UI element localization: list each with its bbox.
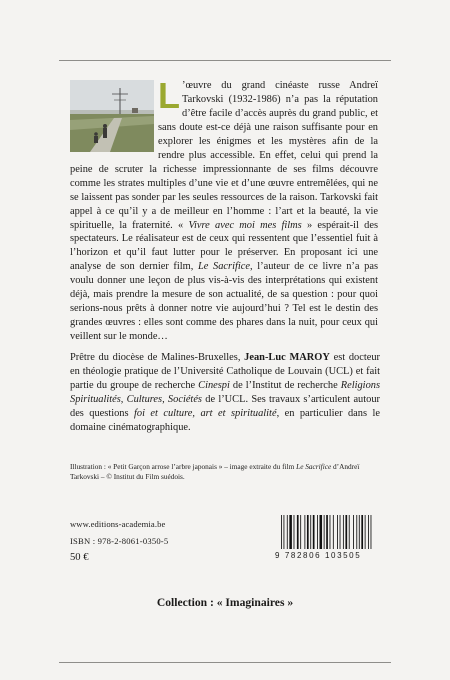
barcode-bar bbox=[297, 515, 299, 549]
barcode-bar bbox=[289, 515, 292, 549]
barcode-bar bbox=[353, 515, 354, 549]
drop-cap-letter: L bbox=[158, 75, 180, 116]
bottom-rule bbox=[59, 662, 391, 663]
price: 50 € bbox=[70, 552, 89, 563]
barcode-bar bbox=[345, 515, 347, 549]
director-quote: Vivre avec moi mes films bbox=[188, 219, 302, 231]
synopsis-text bbox=[70, 75, 379, 344]
barcode-bar bbox=[330, 515, 331, 549]
barcode-number: 9 782806 103505 bbox=[275, 551, 362, 560]
film-still-image bbox=[70, 80, 154, 152]
film-still-drawing bbox=[70, 80, 154, 152]
barcode-bar bbox=[361, 515, 363, 549]
barcode-bar bbox=[337, 515, 338, 549]
barcode-bar bbox=[313, 515, 315, 549]
barcode-bar bbox=[371, 515, 372, 549]
bio-text: Prêtre du diocèse de Malines-Bruxelles, bbox=[70, 352, 245, 363]
research-institute: Religions Spiritualités, Cultures, Sociétés bbox=[70, 379, 380, 405]
bio-text: , en particulier dans le domaine cinématographique. bbox=[70, 407, 380, 433]
barcode-bar bbox=[307, 515, 309, 549]
barcode-bar bbox=[368, 515, 369, 549]
barcode-bar bbox=[343, 515, 344, 549]
barcode-bar bbox=[326, 515, 328, 549]
barcode-bars bbox=[281, 515, 377, 551]
publisher-website[interactable]: www.editions-academia.be bbox=[70, 519, 166, 529]
barcode-bar bbox=[300, 515, 301, 549]
top-rule bbox=[59, 60, 391, 61]
barcode-bar bbox=[359, 515, 360, 549]
barcode-bar bbox=[324, 515, 325, 549]
isbn: ISBN : 978-2-8061-0350-5 bbox=[70, 536, 169, 546]
barcode-bar bbox=[317, 515, 318, 549]
bio-text: est docteur en théologie pratique de l’Université Catholique de Louvain (UCL) et fait partie du groupe de recherche bbox=[70, 352, 381, 391]
synopsis-text-part: , l’auteur de ce livre n’a pas voulu donner une leçon de plus vis-à-vis des interprétations qui existent déjà, mais prendre la mesure de son actualité, de sa question : pour quoi serions-nous prêts à donner notre vie aujourd’hui ? Tel est le destin des grandes œuvres : elles sont comme des phares dans la nuit, pour ceux qui veillent sur le monde… bbox=[70, 261, 378, 343]
barcode-bar bbox=[281, 515, 282, 549]
author-name: Jean-Luc MAROY bbox=[244, 352, 330, 363]
credit-text: Illustration : « Petit Garçon arrose l’arbre japonais » – image extraite du film bbox=[70, 462, 297, 471]
credit-film-title: Le Sacrifice bbox=[296, 462, 332, 471]
barcode-bar bbox=[294, 515, 295, 549]
film-title: Le Sacrifice bbox=[198, 261, 250, 273]
barcode-bar bbox=[333, 515, 334, 549]
bio-text: de l’UCL. Ses travaux s’articulent autour des questions bbox=[70, 393, 380, 419]
barcode-bar bbox=[284, 515, 285, 549]
credit-text: d’Andreï Tarkovski – © Institut du Film suédois. bbox=[70, 462, 360, 481]
barcode-bar bbox=[287, 515, 288, 549]
barcode-bar bbox=[365, 515, 366, 549]
barcode-bar bbox=[340, 515, 341, 549]
synopsis-text-part: » espérait-il des spectateurs. Le réalisateur est de ceux qui ressentent que l’essentiel fuit à l’horizon et qu’il faut lutter pour le préserver. En proposant ici une analyse de son dernier film, bbox=[70, 219, 379, 273]
barcode-bar bbox=[356, 515, 357, 549]
barcode-bar bbox=[349, 515, 350, 549]
bio-text: de l’Institut de recherche bbox=[229, 379, 341, 391]
author-bio bbox=[70, 351, 380, 435]
illustration-credit bbox=[70, 462, 380, 482]
barcode bbox=[275, 515, 379, 560]
barcode-bar bbox=[320, 515, 323, 549]
research-topics: foi et culture, art et spiritualité bbox=[134, 407, 277, 419]
research-group: Cinespi bbox=[198, 379, 230, 391]
collection-name: Collection : « Imaginaires » bbox=[156, 596, 294, 609]
synopsis-text-part: ’œuvre du grand cinéaste russe Andreï Tarkovski (1932-1986) n’a pas la réputation d’être facile d’accès auprès du grand public, et sans doute est-ce déjà une raison suffisante pour en explorer les énigmes et les mystères afin de la rendre plus accessible. En effet, celui qui prend la peine de scruter la richesse impressionnante de ses films découvre comme les strates multiples d’une vie et d’une œuvre entremêlées, qui ne se laissent pas sonder par les seules ressources de la raison. Tarkovski fait appel à ce qu’il y a de meilleur en l’homme : l’art et la beauté, la vie spirituelle, la fraternité. « bbox=[70, 80, 378, 231]
barcode-bar bbox=[310, 515, 311, 549]
barcode-bar bbox=[304, 515, 305, 549]
